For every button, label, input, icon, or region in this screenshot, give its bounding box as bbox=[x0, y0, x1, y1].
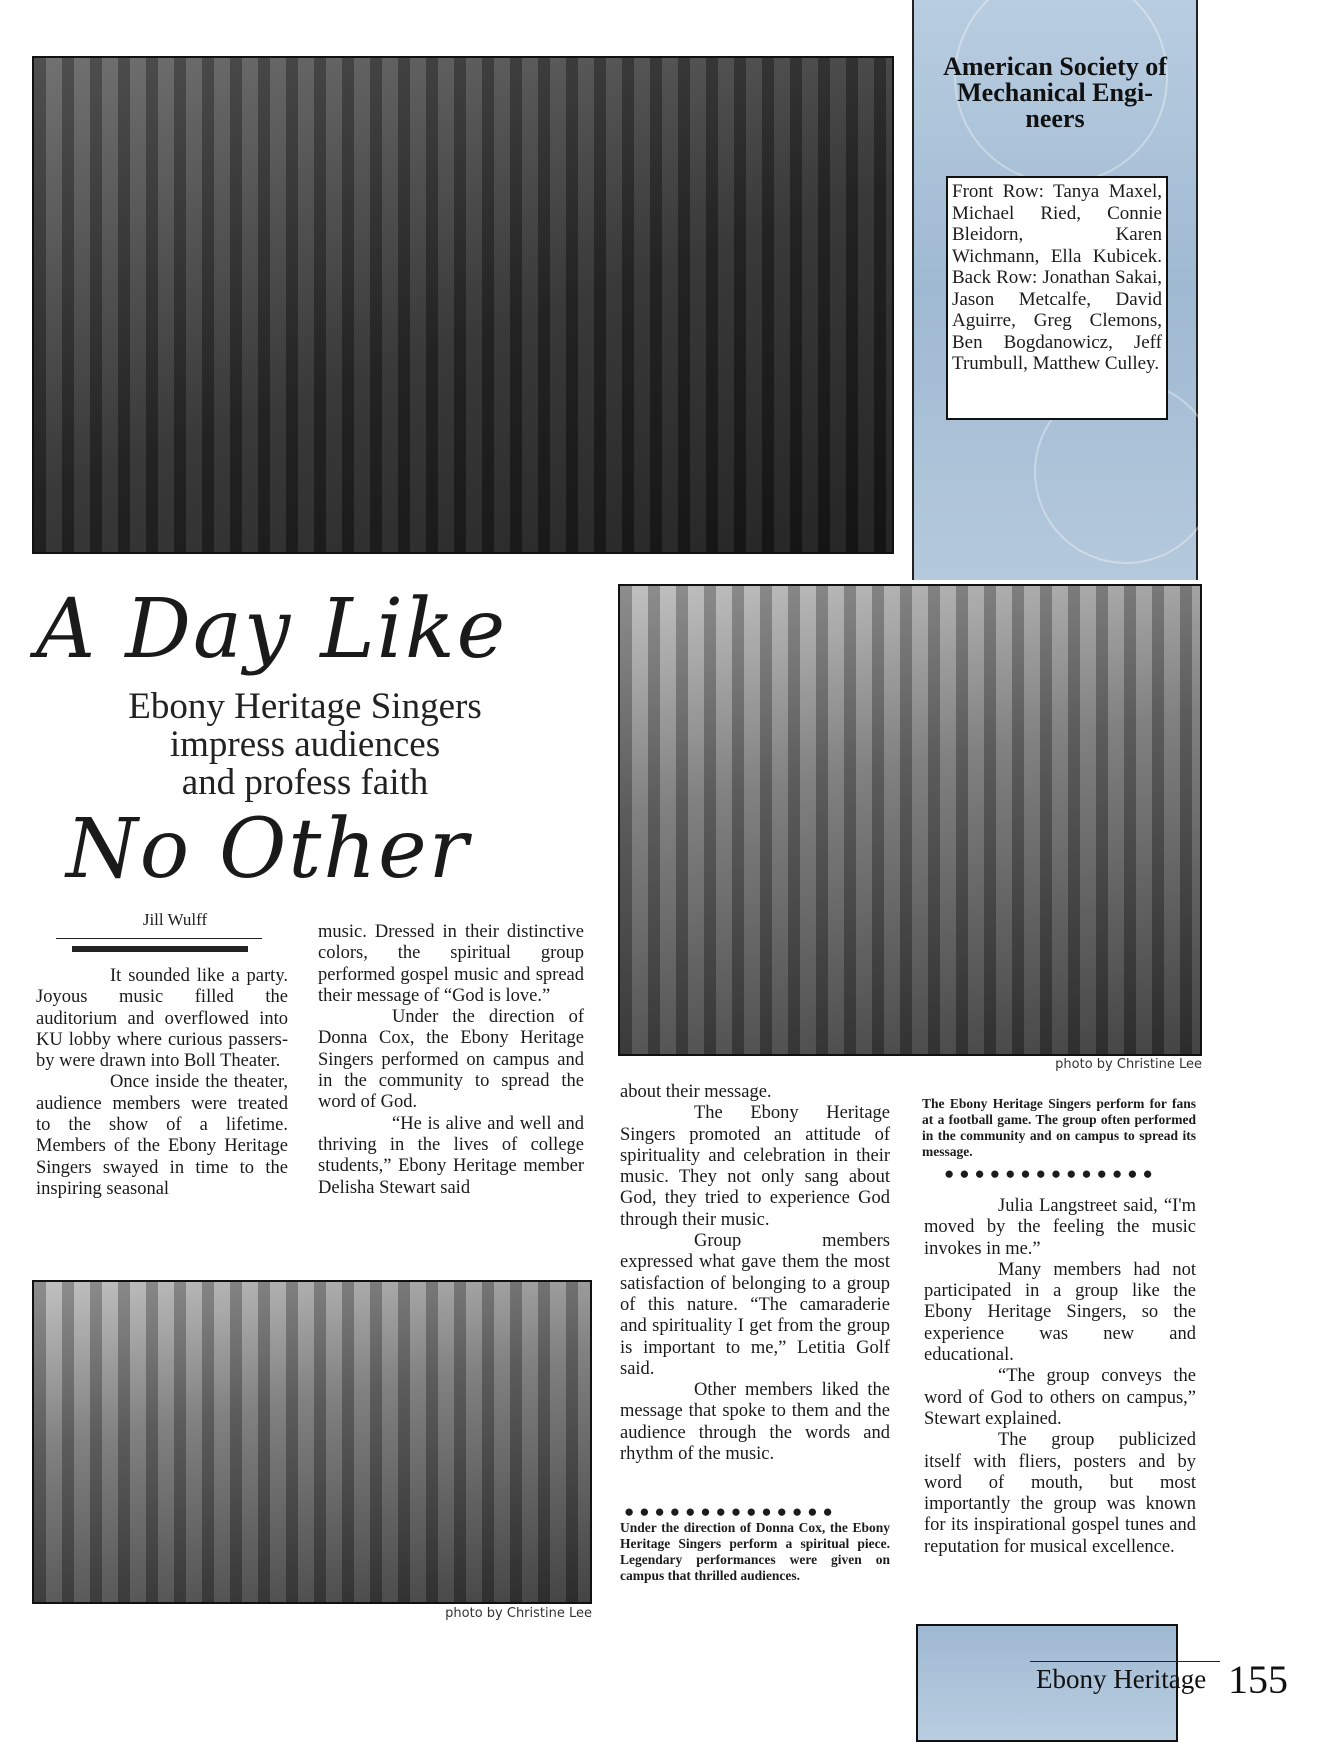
article-column-4 bbox=[924, 1196, 1196, 1558]
photo-credit: photo by Christine Lee bbox=[1055, 1057, 1202, 1072]
photo-football-game bbox=[618, 584, 1202, 1056]
page-number: 155 bbox=[1228, 1657, 1288, 1702]
caption-right-photo: The Ebony Heritage Singers perform for fans at a football game. The group often performed in the community and on campus to spread its message. bbox=[922, 1096, 1196, 1159]
subhead-line: and profess faith bbox=[181, 762, 429, 803]
paragraph: The group publicized itself with fliers, posters and by word of mouth, but most importantly the group was known for its inspirational gospel tunes and reputation for musical excellence. bbox=[924, 1430, 1196, 1557]
headline-line1: A Day Like bbox=[36, 582, 508, 677]
paragraph: The Ebony Heritage Singers promoted an attitude of spirituality and celebration in their music. They not only sang about God, they tried to experience God through their music. bbox=[620, 1103, 890, 1230]
article-column-2 bbox=[318, 922, 584, 1199]
photo-texture bbox=[620, 586, 1200, 1054]
article-column-1 bbox=[36, 966, 288, 1200]
photo-credit: photo by Christine Lee bbox=[445, 1606, 592, 1621]
subhead bbox=[60, 688, 550, 802]
section-label: Ebony Heritage bbox=[1036, 1664, 1207, 1694]
photo-texture bbox=[34, 1282, 590, 1602]
paragraph: It sounded like a party. Joyous music filled the auditorium and overflowed into KU lobby where curious passers-by were drawn into Boll Theater. bbox=[36, 966, 288, 1072]
paragraph: Julia Langstreet said, “I'm moved by the feeling the music invokes in me.” bbox=[924, 1196, 1196, 1259]
paragraph: Other members liked the message that spoke to them and the audience through the words and rhythm of the music. bbox=[620, 1380, 890, 1465]
paragraph: “The group conveys the word of God to others on campus,” Stewart explained. bbox=[924, 1366, 1196, 1429]
club-member-names: Front Row: Tanya Maxel, Michael Ried, Connie Bleidorn, Karen Wichmann, Ella Kubicek. Back Row: Jonathan Sakai, Jason Metcalfe, David Aguirre, Greg Clemons, Ben Bogdanowicz, Jeff Trumbull, Matthew Culley. bbox=[946, 176, 1168, 420]
caption-bottom-photo: Under the direction of Donna Cox, the Ebony Heritage Singers perform a spiritual piece. Legendary performances were given on campus that thrilled audiences. bbox=[620, 1520, 890, 1583]
footer-rule bbox=[1030, 1661, 1220, 1662]
paragraph: Under the direction of Donna Cox, the Ebony Heritage Singers performed on campus and in the community to spread the word of God. bbox=[318, 1007, 584, 1113]
club-title: American Society of Mechanical Engi-neers bbox=[943, 52, 1167, 133]
paragraph: Once inside the theater, audience members were treated to the show of a lifetime. Members of the Ebony Heritage Singers swayed in time to the inspiring seasonal bbox=[36, 1072, 288, 1199]
paragraph: Many members had not participated in a group like the Ebony Heritage Singers, so the experience was new and educational. bbox=[924, 1259, 1196, 1366]
byline-rule bbox=[56, 938, 262, 939]
photo-texture bbox=[34, 58, 892, 552]
byline: Jill Wulff bbox=[142, 910, 208, 929]
photo-spiritual-piece bbox=[32, 1280, 592, 1604]
subhead-line: impress audiences bbox=[169, 724, 441, 765]
group-photo-asme bbox=[32, 56, 894, 554]
separator-dots: ●●●●●●●●●●●●●● bbox=[944, 1164, 1158, 1183]
paragraph: “He is alive and well and thriving in the lives of college students,” Ebony Heritage member Delisha Stewart said bbox=[318, 1113, 584, 1198]
separator-dots: ●●●●●●●●●●●●●● bbox=[624, 1502, 838, 1521]
paragraph: music. Dressed in their distinctive colors, the spiritual group performed gospel music and spread their message of “God is love.” bbox=[318, 922, 584, 1006]
subhead-line: Ebony Heritage Singers bbox=[128, 686, 482, 727]
headline-line2: No Other bbox=[66, 802, 470, 897]
paragraph: about their message. bbox=[620, 1082, 772, 1102]
paragraph: Group members expressed what gave them the most satisfaction of belonging to a group of this nature. “The camaraderie and spirituality I get from the group is important to me,” Letitia Golf said. bbox=[620, 1231, 890, 1379]
article-column-3 bbox=[620, 1082, 890, 1465]
byline-bar bbox=[72, 946, 248, 952]
